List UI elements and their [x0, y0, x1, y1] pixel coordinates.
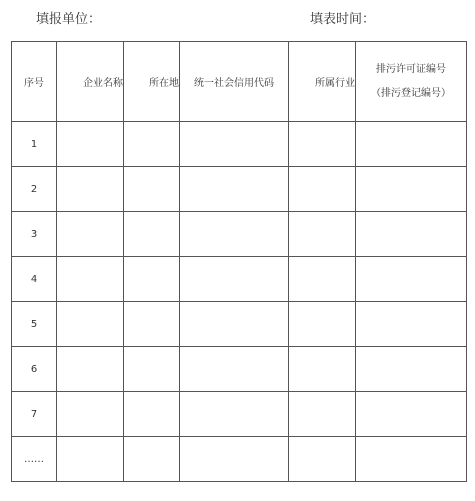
cell-location[interactable] [124, 167, 180, 212]
cell-permit-number[interactable] [356, 302, 467, 347]
cell-industry[interactable] [289, 167, 356, 212]
reporting-unit-label: 填报单位： [36, 12, 102, 27]
cell-permit-number[interactable] [356, 212, 467, 257]
column-header-location: 所在地 [124, 42, 180, 122]
cell-credit-code[interactable] [180, 167, 289, 212]
cell-industry[interactable] [289, 257, 356, 302]
cell-industry[interactable] [289, 212, 356, 257]
table-row [12, 302, 467, 347]
table-row [12, 257, 467, 302]
cell-location[interactable] [124, 347, 180, 392]
cell-location[interactable] [124, 212, 180, 257]
row-index: 4 [12, 257, 57, 302]
table-row [12, 347, 467, 392]
cell-company-name[interactable] [57, 212, 124, 257]
cell-location[interactable] [124, 302, 180, 347]
cell-credit-code[interactable] [180, 347, 289, 392]
enterprise-roster-table [11, 41, 467, 482]
table-row [12, 212, 467, 257]
cell-location[interactable] [124, 437, 180, 482]
cell-permit-number[interactable] [356, 257, 467, 302]
cell-credit-code[interactable] [180, 392, 289, 437]
table-header-row [12, 42, 467, 122]
cell-company-name[interactable] [57, 437, 124, 482]
row-index: 2 [12, 167, 57, 212]
row-index: …… [12, 437, 57, 482]
column-header-credit-code: 统一社会信用代码 [180, 42, 289, 122]
cell-credit-code[interactable] [180, 302, 289, 347]
cell-company-name[interactable] [57, 122, 124, 167]
column-header-industry: 所属行业 [289, 42, 356, 122]
table-row [12, 392, 467, 437]
cell-permit-number[interactable] [356, 122, 467, 167]
row-index: 3 [12, 212, 57, 257]
table-row [12, 437, 467, 482]
cell-location[interactable] [124, 257, 180, 302]
cell-credit-code[interactable] [180, 122, 289, 167]
cell-permit-number[interactable] [356, 167, 467, 212]
cell-location[interactable] [124, 392, 180, 437]
row-index: 5 [12, 302, 57, 347]
cell-industry[interactable] [289, 437, 356, 482]
cell-industry[interactable] [289, 122, 356, 167]
row-index: 6 [12, 347, 57, 392]
form-header [0, 6, 475, 28]
cell-credit-code[interactable] [180, 212, 289, 257]
row-index: 7 [12, 392, 57, 437]
column-header-permit-number [356, 42, 467, 122]
column-header-index: 序号 [12, 42, 57, 122]
cell-company-name[interactable] [57, 392, 124, 437]
cell-industry[interactable] [289, 347, 356, 392]
cell-permit-number[interactable] [356, 347, 467, 392]
row-index: 1 [12, 122, 57, 167]
fill-time-label: 填表时间： [310, 12, 376, 27]
cell-industry[interactable] [289, 392, 356, 437]
column-header-company-name: 企业名称 [57, 42, 124, 122]
cell-company-name[interactable] [57, 167, 124, 212]
cell-company-name[interactable] [57, 302, 124, 347]
cell-company-name[interactable] [57, 257, 124, 302]
table-row [12, 167, 467, 212]
cell-location[interactable] [124, 122, 180, 167]
cell-permit-number[interactable] [356, 437, 467, 482]
cell-credit-code[interactable] [180, 437, 289, 482]
cell-permit-number[interactable] [356, 392, 467, 437]
cell-credit-code[interactable] [180, 257, 289, 302]
permit-header-line2: （排污登记编号） [371, 87, 451, 99]
table-row [12, 122, 467, 167]
cell-company-name[interactable] [57, 347, 124, 392]
permit-header-line1: 排污许可证编号 [376, 63, 446, 75]
cell-industry[interactable] [289, 302, 356, 347]
